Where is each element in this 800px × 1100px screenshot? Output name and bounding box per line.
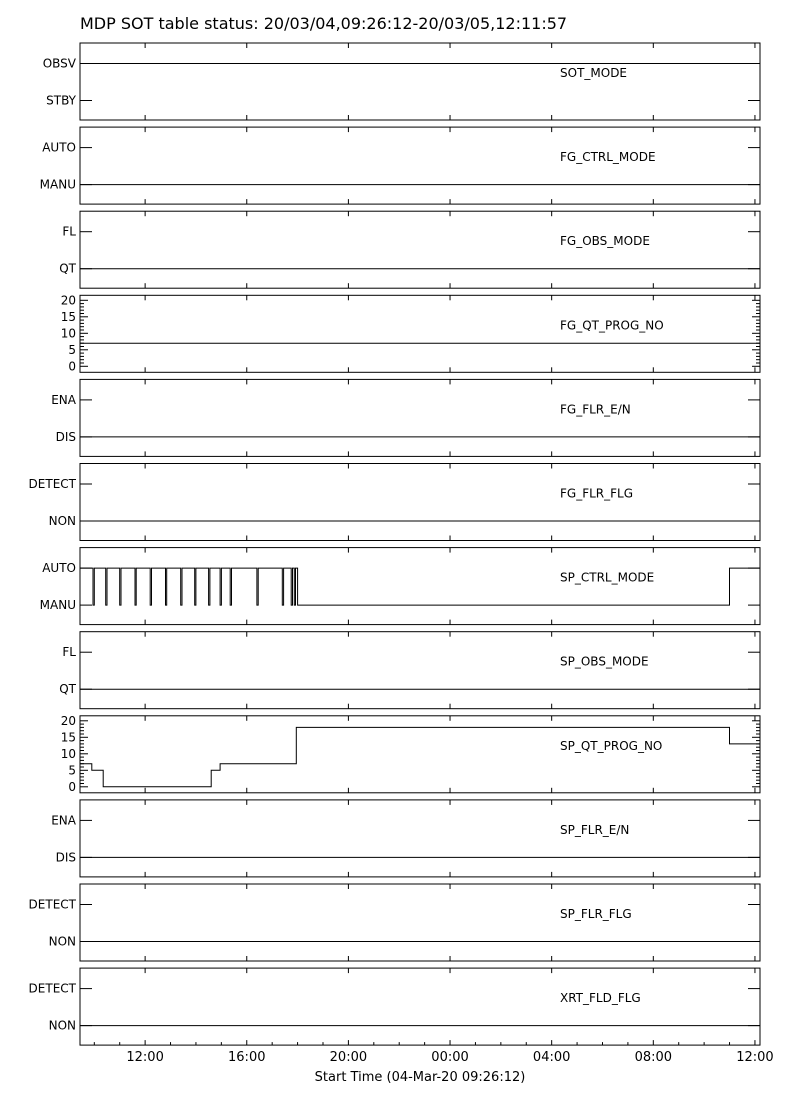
y-tick-label: STBY: [46, 93, 76, 108]
y-tick-label: QT: [59, 261, 76, 276]
panel-fg-qt-prog-no: [61, 293, 760, 373]
panel-sp-flr-flg: [29, 884, 760, 961]
y-tick-label: DETECT: [28, 981, 76, 996]
panel-sp-obs-mode: [59, 632, 760, 709]
panel-frame: [80, 127, 760, 204]
panel-label: SP_CTRL_MODE: [560, 570, 655, 585]
trace-sp-ctrl-mode: [80, 568, 760, 605]
y-tick-label: MANU: [39, 177, 76, 192]
y-tick-label: NON: [48, 934, 76, 949]
y-tick-label: AUTO: [42, 140, 76, 155]
y-tick-label: 15: [60, 309, 76, 324]
y-tick-label: 20: [60, 293, 76, 308]
panel-sot-mode: [43, 43, 760, 120]
y-tick-label: QT: [59, 682, 76, 697]
x-tick-label: 16:00: [228, 1050, 266, 1066]
panel-frame: [80, 632, 760, 709]
chart-title: MDP SOT table status: 20/03/04,09:26:12-20/03/05,12:11:57: [80, 14, 568, 33]
panel-fg-obs-mode: [59, 211, 760, 288]
x-axis-title: Start Time (04-Mar-20 09:26:12): [314, 1070, 526, 1085]
panel-fg-flr-e-n: [51, 379, 760, 456]
panel-frame: [80, 379, 760, 456]
panel-sp-flr-e-n: [51, 800, 760, 877]
panel-fg-ctrl-mode: [40, 127, 760, 204]
x-tick-label: 00:00: [431, 1050, 469, 1066]
panel-label: FG_CTRL_MODE: [560, 150, 656, 165]
panel-frame: [80, 968, 760, 1045]
panel-frame: [80, 295, 760, 372]
panel-sp-ctrl-mode: [40, 548, 760, 625]
panel-label: SP_FLR_FLG: [560, 907, 632, 921]
panel-label: SP_QT_PROG_NO: [560, 738, 663, 753]
panel-frame: [80, 43, 760, 120]
y-tick-label: DIS: [55, 429, 76, 444]
y-tick-label: FL: [62, 645, 76, 660]
panel-fg-flr-flg: [29, 464, 760, 541]
y-tick-label: MANU: [39, 598, 76, 613]
y-tick-label: OBSV: [42, 56, 76, 71]
x-tick-label: 20:00: [329, 1050, 368, 1066]
panel-label: SP_FLR_E/N: [560, 822, 630, 837]
y-tick-label: DETECT: [28, 477, 76, 491]
y-tick-label: 10: [60, 746, 76, 761]
y-tick-label: 5: [68, 763, 76, 778]
x-tick-label: 08:00: [634, 1050, 673, 1066]
panel-frame: [80, 884, 760, 961]
y-tick-label: 20: [60, 713, 76, 728]
x-tick-label: 12:00: [126, 1050, 164, 1066]
panel-label: XRT_FLD_FLG: [560, 991, 641, 1006]
y-tick-label: 0: [68, 359, 76, 374]
y-tick-label: ENA: [51, 813, 76, 828]
y-tick-label: 5: [68, 342, 76, 357]
panel-label: FG_FLR_FLG: [560, 486, 634, 501]
y-tick-label: 10: [60, 326, 76, 341]
y-tick-label: NON: [48, 1018, 76, 1033]
panel-label: SOT_MODE: [560, 66, 628, 80]
panel-label: FG_FLR_E/N: [560, 402, 631, 417]
panel-xrt-fld-flg: [29, 968, 760, 1045]
x-tick-label: 04:00: [532, 1050, 571, 1066]
y-tick-label: 0: [68, 779, 76, 794]
y-tick-label: AUTO: [42, 561, 76, 576]
panel-frame: [80, 211, 760, 288]
trace-sp-qt-prog-no: [80, 727, 760, 786]
panel-sp-qt-prog-no: [61, 714, 760, 794]
y-tick-label: 15: [60, 730, 76, 745]
panel-frame: [80, 464, 760, 541]
panel-label: FG_OBS_MODE: [560, 234, 650, 249]
y-tick-label: DIS: [55, 850, 76, 865]
y-tick-label: DETECT: [28, 897, 76, 912]
y-tick-label: NON: [48, 514, 76, 528]
y-tick-label: ENA: [51, 392, 76, 407]
panel-label: SP_OBS_MODE: [560, 654, 649, 669]
panel-label: FG_QT_PROG_NO: [560, 318, 664, 333]
panel-frame: [80, 800, 760, 877]
y-tick-label: FL: [62, 224, 76, 239]
x-tick-label: 12:00: [736, 1050, 774, 1066]
